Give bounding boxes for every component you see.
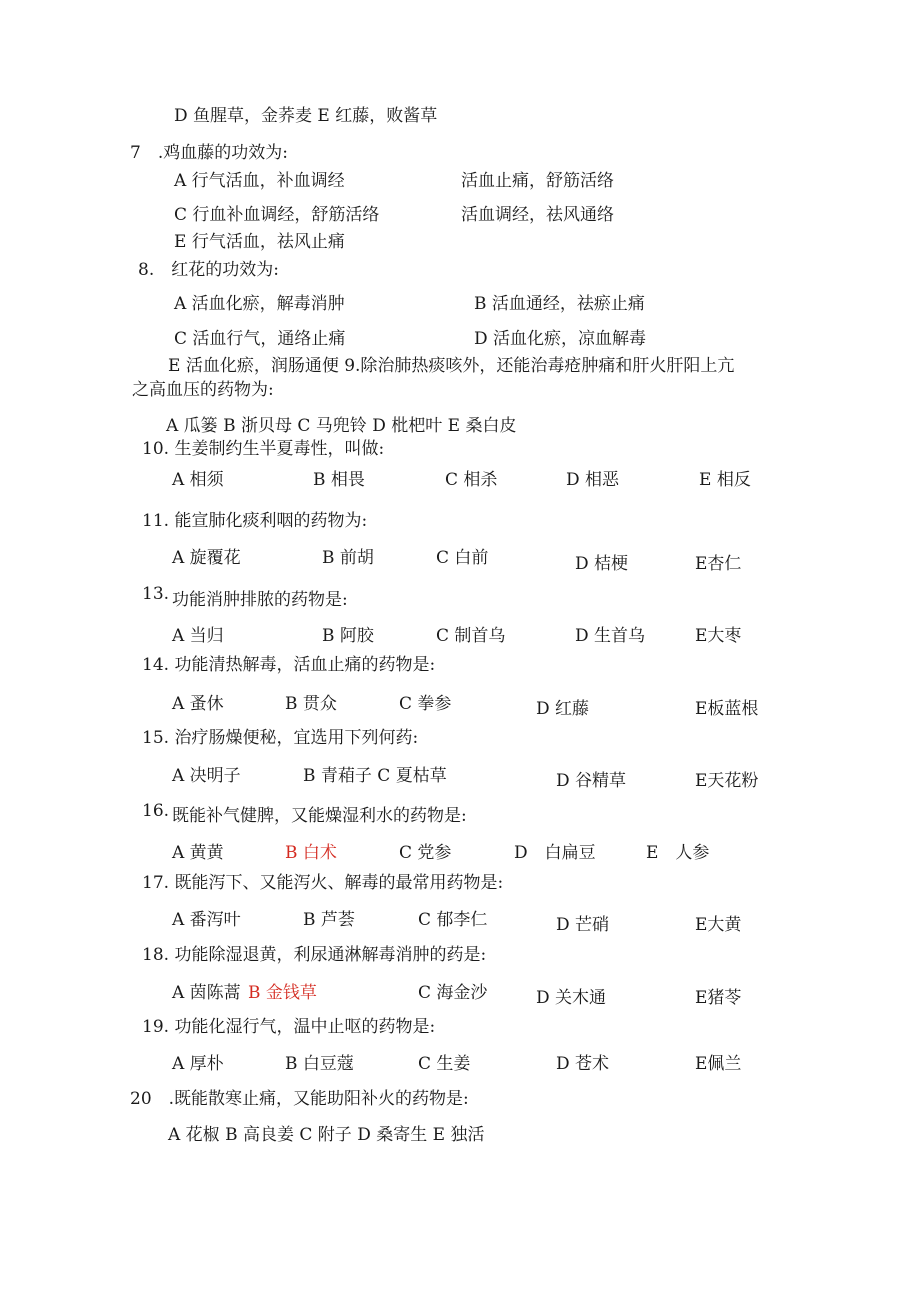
option-d: D 芒硝 (556, 915, 610, 935)
option-a: A 相须 (172, 470, 224, 490)
question-16-number: 16. (142, 801, 170, 821)
option-d: D 红藤 (536, 699, 590, 719)
option-e: E板蓝根 (695, 699, 759, 719)
question-16: 既能补气健脾，又能燥湿利水的药物是: (172, 806, 467, 826)
question-7: 7 .鸡血藤的功效为: (130, 143, 288, 163)
option-a: A 厚朴 (172, 1054, 224, 1074)
option-c: C 相杀 (445, 470, 498, 490)
question-10: 10. 生姜制约生半夏毒性，叫做: (142, 439, 385, 459)
option-a: A 茵陈蒿 (172, 983, 241, 1003)
question-13-number: 13. (142, 584, 170, 604)
question-8: 8. 红花的功效为: (138, 260, 279, 280)
option-e: E 行气活血，祛风止痛 (174, 232, 345, 252)
question-19: 19. 功能化湿行气，温中止呕的药物是: (142, 1017, 436, 1037)
option-b: B 芦荟 (303, 910, 355, 930)
option-e: E佩兰 (695, 1054, 742, 1074)
option-d: D 活血化瘀，凉血解毒 (474, 329, 647, 349)
question-20-options: A 花椒 B 高良姜 C 附子 D 桑寄生 E 独活 (168, 1125, 485, 1145)
option-b-highlighted: B 金钱草 (248, 983, 317, 1003)
option-d: D 生首乌 (575, 626, 646, 646)
option-d: D 关木通 (536, 988, 607, 1008)
question-9-continued: 之高血压的药物为: (132, 380, 274, 400)
option-c: C 党参 (399, 843, 452, 863)
option-a: A 黄黄 (172, 843, 224, 863)
option-d: D 相恶 (566, 470, 620, 490)
option-c: C 拳参 (399, 694, 452, 714)
option-b: B 前胡 (322, 548, 374, 568)
option-c: C 海金沙 (418, 983, 488, 1003)
option-b: B 相畏 (313, 470, 365, 490)
option-a: A 蚤休 (172, 694, 224, 714)
question-11: 11. 能宣肺化痰利咽的药物为: (142, 511, 368, 531)
option-d: D 苍术 (556, 1054, 610, 1074)
option-b-highlighted: B 白术 (285, 843, 337, 863)
question-15: 15. 治疗肠燥便秘，宜选用下列何药: (142, 728, 419, 748)
option-c: C 活血行气，通络止痛 (174, 329, 346, 349)
option-e: E猪苓 (695, 988, 742, 1008)
option-c: C 白前 (436, 548, 489, 568)
option-c: C 行血补血调经，舒筋活络 (174, 205, 380, 225)
option-b: B 白豆蔻 (285, 1054, 354, 1074)
option-c: C 郁李仁 (418, 910, 488, 930)
option-a: A 当归 (172, 626, 224, 646)
option-d: D 桔梗 (575, 554, 629, 574)
question-14: 14. 功能清热解毒，活血止痛的药物是: (142, 655, 436, 675)
option-a: A 旋覆花 (172, 548, 241, 568)
option-d: D 白扁豆 (514, 843, 596, 863)
question-13: 功能消肿排脓的药物是: (172, 590, 348, 610)
question-18: 18. 功能除湿退黄，利尿通淋解毒消肿的药是: (142, 945, 487, 965)
option-e: E 相反 (699, 470, 751, 490)
option-a: A 行气活血，补血调经 (174, 171, 345, 191)
option-e-and-question-9: E 活血化瘀，润肠通便 9.除治肺热痰咳外，还能治毒疮肿痛和肝火肝阳上亢 (168, 356, 735, 376)
option-d: D 谷精草 (556, 771, 627, 791)
option-b: B 贯众 (285, 694, 337, 714)
option-a: A 决明子 (172, 766, 241, 786)
option-d: 活血调经，祛风通络 (461, 205, 614, 225)
option-e: E大枣 (695, 626, 742, 646)
option-e: E 人参 (646, 843, 710, 863)
option-e: E杏仁 (695, 554, 742, 574)
question-20: 20 .既能散寒止痛，又能助阳补火的药物是: (130, 1089, 469, 1109)
option-e: E大黄 (695, 915, 742, 935)
question-17: 17. 既能泻下、又能泻火、解毒的最常用药物是: (142, 873, 504, 893)
option-c: C 制首乌 (436, 626, 506, 646)
option-b: B 阿胶 (322, 626, 374, 646)
question-9-options: A 瓜篓 B 浙贝母 C 马兜铃 D 枇杷叶 E 桑白皮 (166, 416, 517, 436)
option-e: E天花粉 (695, 771, 759, 791)
option-a: A 活血化瘀，解毒消肿 (174, 294, 345, 314)
option-a: A 番泻叶 (172, 910, 241, 930)
option-line: D 鱼腥草，金荞麦 E 红藤，败酱草 (174, 106, 438, 126)
option-b: B 活血通经，祛瘀止痛 (474, 294, 645, 314)
option-b-c: B 青葙子 C 夏枯草 (303, 766, 447, 786)
option-b: 活血止痛，舒筋活络 (461, 171, 614, 191)
option-c: C 生姜 (418, 1054, 471, 1074)
